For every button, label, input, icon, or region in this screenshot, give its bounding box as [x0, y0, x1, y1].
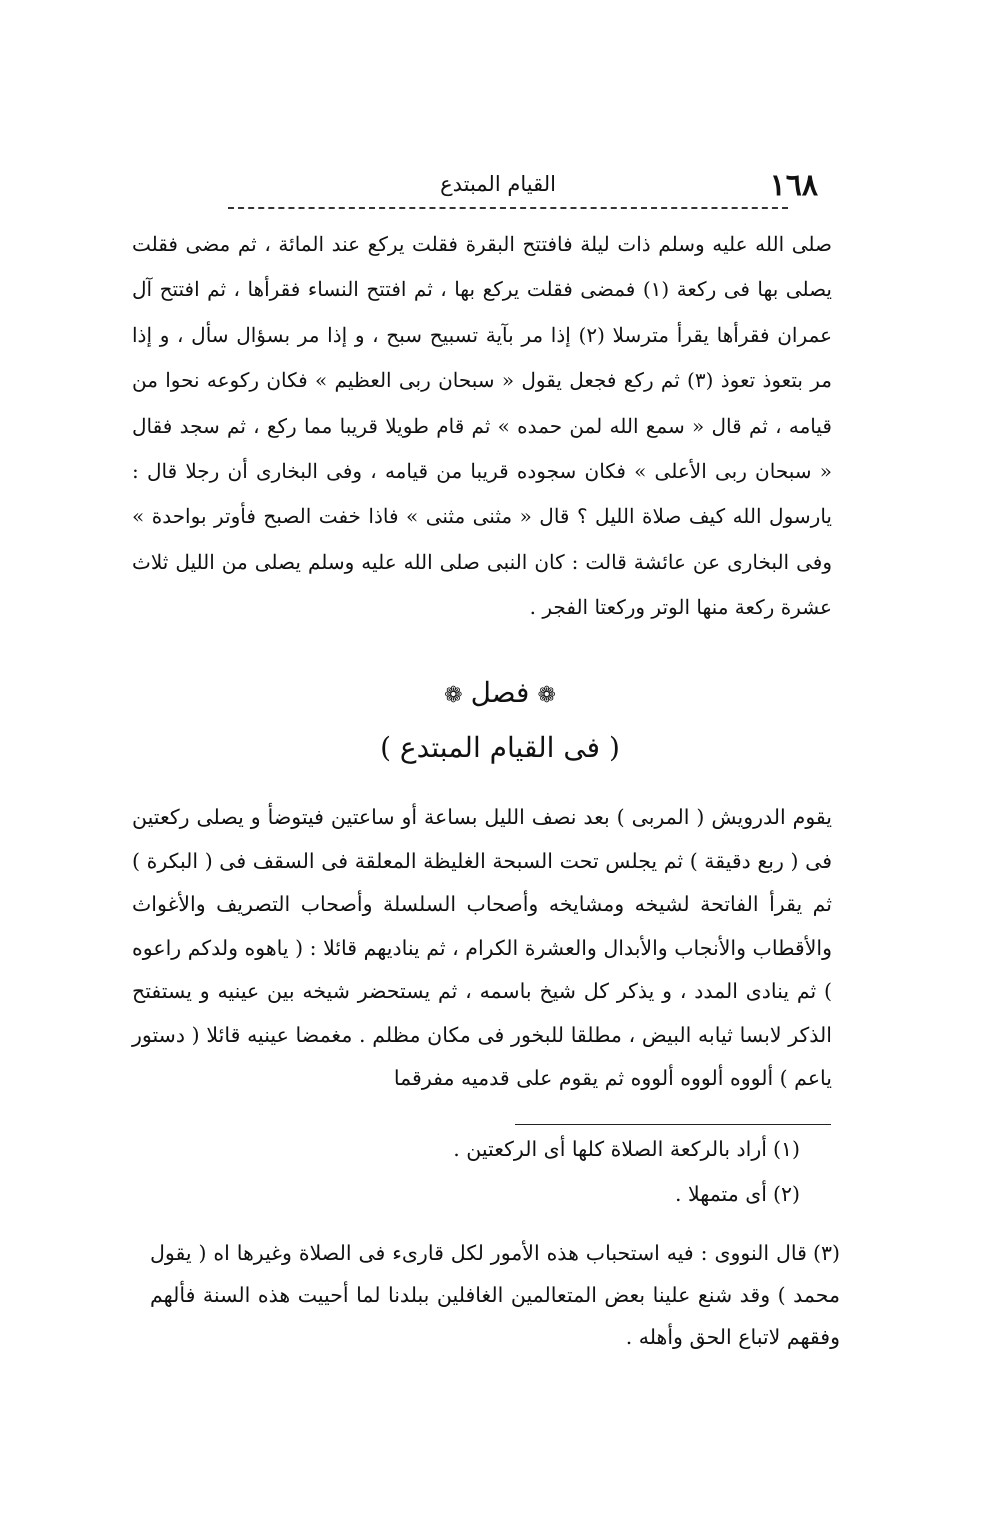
- ornament-icon: ❁: [444, 683, 463, 708]
- footnote-number: (٣): [812, 1241, 840, 1265]
- footnote-text: أراد بالركعة الصلاة كلها أى الركعتين .: [453, 1137, 767, 1161]
- page-number: ١٦٨: [769, 168, 818, 203]
- footnote-1: [300, 1137, 800, 1161]
- body-paragraph-2: يقوم الدرويش ( المربى ) بعد نصف الليل بساعة أو ساعتين فيتوضأ و يصلى ركعتين فى ( ربع دقيقة ) ثم يجلس تحت السبحة الغليظة المعلقة فى السقف فى ( البكرة ) ثم يقرأ الفاتحة لشيخه ومشايخه وأصحاب السلسلة وأصحاب التصريف والأغواث والأقطاب والأنجاب والأبدال والعشرة الكرام ، ثم يناديهم قائلا : ( ياهوه ولدكم راعوه ) ثم ينادى المدد ، و يذكر كل شيخ باسمه ، ثم يستحضر شيخه بين عينيه و يستفتح الذكر لابسا ثيابه البيض ، مطلقا للبخور فى مكان مظلم . مغمضا عينيه قائلا ( دستور ياعم ) ألووه ألووه ألووه ثم يقوم على قدميه مفرقما: [132, 805, 832, 1090]
- footnote-text: أى متمهلا .: [674, 1182, 767, 1206]
- section-subtitle: ( فى القيام المبتدع ): [380, 731, 620, 764]
- footnote-text: قال النووى : فيه استحباب هذه الأمور لكل قارىء فى الصلاة وغيرها اه ( يقول محمد ) وقد شنع علينا بعض المتعالمين الغافلين ببلدنا لما أحييت هذه السنة فألهم وفقهم لاتباع الحق وأهله .: [150, 1241, 840, 1349]
- footnote-divider: [515, 1124, 831, 1125]
- header-divider: [228, 207, 788, 209]
- ornament-icon: ❁: [537, 683, 556, 708]
- footnote-3: [150, 1232, 840, 1358]
- footnote-number: (١): [772, 1137, 800, 1161]
- body-paragraph-1: صلى الله عليه وسلم ذات ليلة فافتتح البقرة فقلت يركع عند المائة ، ثم مضى فقلت يصلى بها فى ركعة (١) فمضى فقلت يركع بها ، ثم افتتح النساء فقرأها ، ثم افتتح آل عمران فقرأها يقرأ مترسلا (٢) إذا مر بآية تسبيح سبح ، و إذا مر بسؤال سأل ، و إذا مر بتعوذ تعوذ (٣) ثم ركع فجعل يقول « سبحان ربى العظيم » فكان ركوعه نحوا من قيامه ، ثم قال « سمع الله لمن حمده » ثم قام طويلا قريبا مما ركع ، ثم سجد فقال « سبحان ربى الأعلى » فكان سجوده قريبا من قيامه ، وفى البخارى أن رجلا قال : يارسول الله كيف صلاة الليل ؟ قال « مثنى مثنى » فاذا خفت الصبح فأوتر بواحدة » وفى البخارى عن عائشة قالت : كان النبى صلى الله عليه وسلم يصلى من الليل ثلاث عشرة ركعة منها الوتر وركعتا الفجر .: [132, 232, 833, 620]
- section-title: فصل: [470, 676, 530, 709]
- running-title: القيام المبتدع: [440, 172, 556, 196]
- footnote-2: [300, 1182, 800, 1206]
- page-header: [178, 168, 818, 208]
- footnote-number: (٢): [772, 1182, 800, 1206]
- section-heading: [180, 676, 820, 709]
